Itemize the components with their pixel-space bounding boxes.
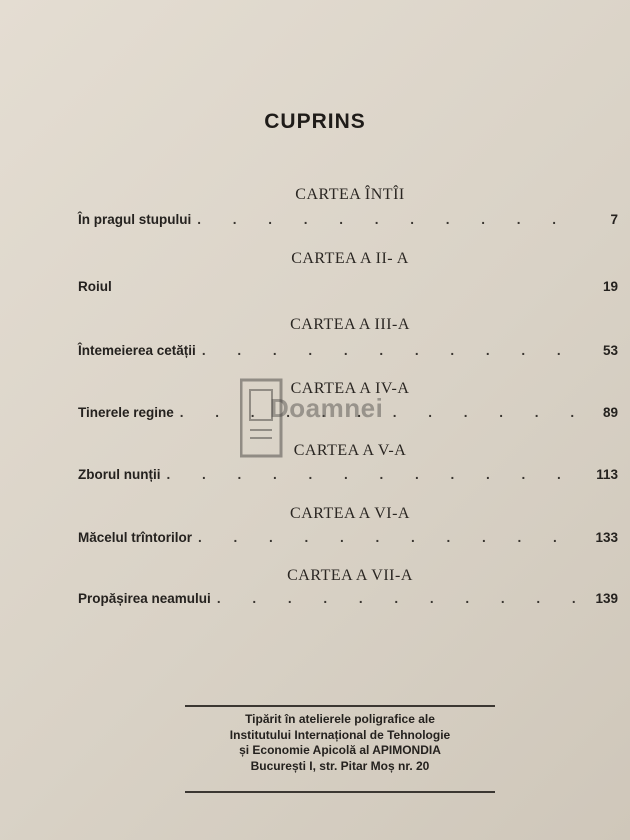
toc-entry bbox=[78, 467, 618, 489]
page-number: 113 bbox=[596, 467, 618, 482]
imprint-line: Tipărit în atelierele poligrafice ale bbox=[245, 712, 435, 726]
page-number: 133 bbox=[595, 530, 618, 545]
dot-leader bbox=[166, 467, 584, 482]
chapter-title: Roiul bbox=[78, 279, 112, 294]
imprint-line: Institutului Internațional de Tehnologie bbox=[229, 727, 451, 742]
page-number: 89 bbox=[602, 405, 618, 420]
dot-leader bbox=[202, 343, 584, 358]
toc-entry bbox=[78, 279, 618, 301]
watermark-text: Doamnei bbox=[270, 393, 384, 423]
chapter-title: Întemeierea cetății bbox=[78, 343, 196, 358]
toc-entry bbox=[78, 343, 618, 365]
page-number: 53 bbox=[602, 343, 618, 358]
dot-leader bbox=[197, 212, 584, 227]
toc-entry bbox=[78, 212, 618, 234]
dot-leader bbox=[198, 530, 584, 545]
imprint-line: București I, str. Pitar Moș nr. 20 bbox=[250, 758, 430, 773]
book-heading: CARTEA A VII-A bbox=[287, 567, 413, 584]
book-heading: CARTEA A III-A bbox=[290, 316, 410, 333]
book-heading: CARTEA A II- A bbox=[291, 250, 409, 267]
dot-leader bbox=[217, 591, 584, 606]
chapter-title: Măcelul trîntorilor bbox=[78, 530, 193, 545]
toc-title: CUPRINS bbox=[264, 110, 366, 133]
chapter-title: Propășirea neamului bbox=[78, 591, 211, 606]
page-number: 7 bbox=[610, 212, 618, 227]
imprint-line: și Economie Apicolă al APIMONDIA bbox=[239, 743, 441, 757]
page-number: 139 bbox=[595, 591, 618, 606]
page-number: 19 bbox=[602, 279, 618, 294]
book-heading: CARTEA A VI-A bbox=[290, 505, 410, 522]
chapter-title: În pragul stupului bbox=[78, 212, 192, 227]
book-heading: CARTEA A V-A bbox=[293, 442, 407, 459]
toc-entry bbox=[78, 530, 618, 552]
book-heading: CARTEA A IV-A bbox=[290, 380, 410, 397]
toc-entry bbox=[78, 591, 618, 613]
chapter-title: Zborul nunții bbox=[78, 467, 161, 482]
chapter-title: Tinerele regine bbox=[78, 405, 174, 420]
imprint-box bbox=[185, 705, 495, 793]
book-heading: CARTEA ÎNTÎI bbox=[295, 186, 405, 203]
